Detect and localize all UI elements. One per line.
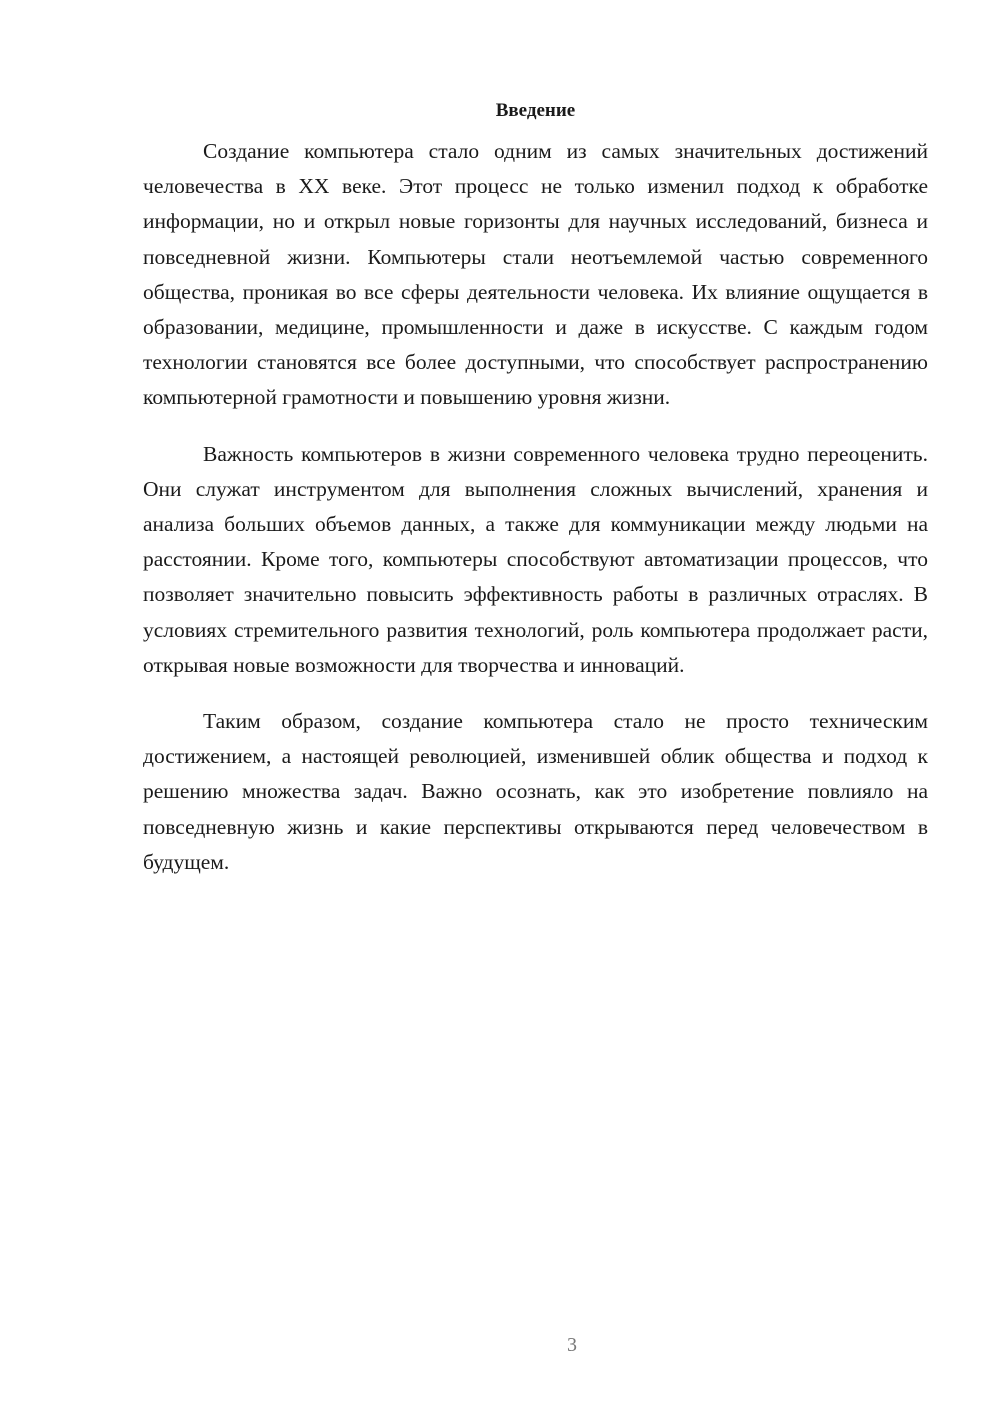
paragraph-spacer [143,683,928,704]
page-number: 3 [567,1334,577,1356]
paragraph-2: Важность компьютеров в жизни современного человека трудно переоценить. Они служат инструментом для выполнения сложных вычислений, хранения и анализа больших объемов данных, а также для коммуникации между людьми на расстоянии. Кроме того, компьютеры способствуют автоматизации процессов, что позволяет значительно повысить эффективность работы в различных отраслях. В условиях стремительного развития технологий, роль компьютера продолжает расти, открывая новые возможности для творчества и инноваций. [143,441,928,677]
paragraph-3: Таким образом, создание компьютера стало не просто техническим достижением, а настоящей революцией, изменившей облик общества и подход к решению множества задач. Важно осознать, как это изобретение повлияло на повседневную жизнь и какие перспективы открываются перед человечеством в будущем. [143,709,928,874]
page-content [143,98,928,880]
paragraph-1: Создание компьютера стало одним из самых значительных достижений человечества в XX веке. Этот процесс не только изменил подход к обработке информации, но и открыл новые горизонты для научных исследований, бизнеса и повседневной жизни. Компьютеры стали неотъемлемой частью современного общества, проникая во все сферы деятельности человека. Их влияние ощущается в образовании, медицине, промышленности и даже в искусстве. С каждым годом технологии становятся все более доступными, что способствует распространению компьютерной грамотности и повышению уровня жизни. [143,139,928,410]
section-title: Введение [495,100,576,121]
paragraph-spacer [143,416,928,437]
